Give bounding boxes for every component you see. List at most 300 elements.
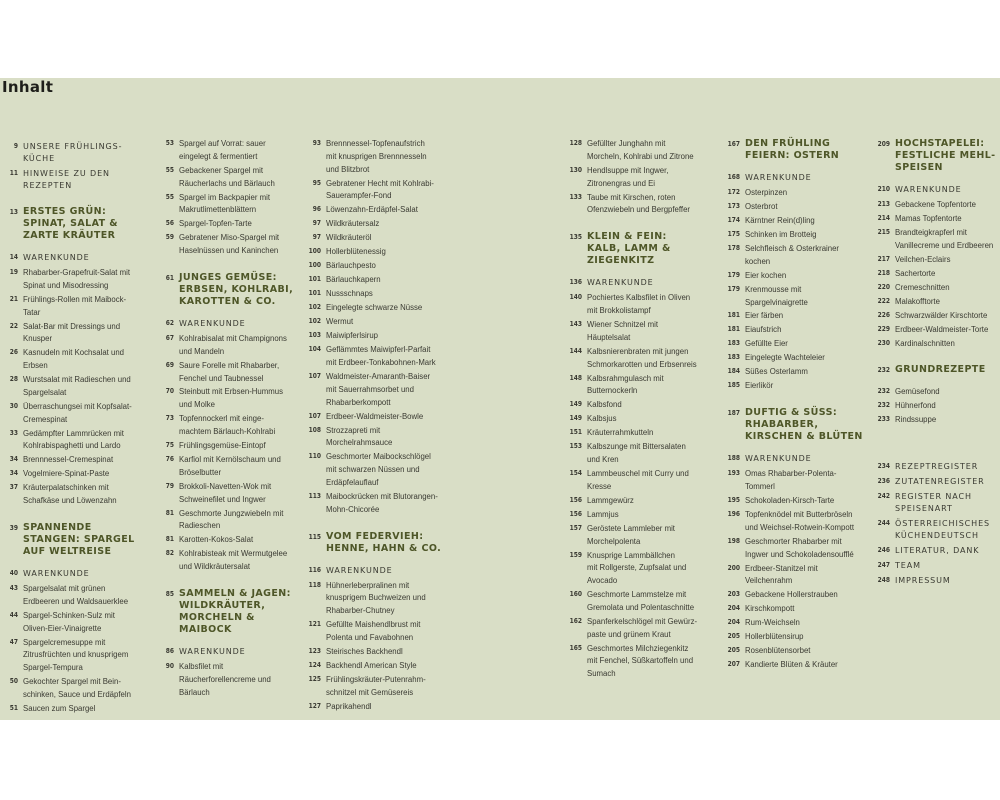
- page-number: 205: [727, 646, 740, 655]
- page-number: 115: [308, 532, 321, 541]
- entry-title: Rosenblütensorbet: [745, 646, 811, 656]
- entry-title: Strozzapreti mit Morchelrahmsauce: [326, 425, 393, 448]
- toc-recipe-entry[interactable]: [716, 659, 866, 672]
- toc-chapter-heading[interactable]: [2, 522, 142, 558]
- page-number: 44: [9, 610, 18, 619]
- entry-title: Osterbrot: [745, 201, 778, 211]
- page-number: 185: [727, 381, 740, 390]
- toc-recipe-entry[interactable]: [716, 310, 866, 323]
- page-number: 97: [312, 233, 321, 242]
- entry-title: Gebackene Hollerstrauben: [745, 590, 838, 600]
- toc-recipe-entry[interactable]: [716, 324, 866, 337]
- entry-title: GRUNDREZEPTE: [895, 364, 986, 376]
- page-number: 165: [569, 643, 582, 652]
- entry-title: Brandteigkrapferl mit Vanillecreme und Erdbeeren: [895, 227, 994, 250]
- entry-title: Hendlsuppe mit Ingwer, Zitronengras und Ei: [587, 165, 669, 188]
- toc-column-2: [154, 138, 299, 701]
- entry-title: Frühlingsgemüse-Eintopf: [179, 441, 266, 451]
- toc-recipe-entry[interactable]: [716, 536, 866, 562]
- toc-recipe-entry[interactable]: [557, 165, 712, 191]
- toc-recipe-entry[interactable]: [716, 617, 866, 630]
- toc-recipe-entry[interactable]: [716, 284, 866, 310]
- toc-recipe-entry[interactable]: [866, 227, 1000, 253]
- entry-title: Kräuterrahmkutteln: [587, 428, 654, 438]
- toc-recipe-entry[interactable]: [2, 374, 142, 400]
- page-number: 179: [727, 270, 740, 279]
- page-number: 159: [569, 550, 582, 559]
- page-number: 220: [877, 282, 890, 291]
- entry-title: Spargelcremesuppe mit Zitrusfrüchten und knusprigem Spargel-Tempura: [23, 637, 129, 673]
- page-number: 102: [308, 317, 321, 326]
- entry-title: Omas Rhabarber-Polenta- Tommerl: [745, 469, 837, 491]
- toc-spacer: [866, 428, 1000, 458]
- page-number: 217: [877, 254, 890, 263]
- toc-recipe-entry[interactable]: [716, 495, 866, 508]
- page-number: 95: [312, 178, 321, 187]
- toc-recipe-entry[interactable]: [154, 534, 299, 547]
- toc-recipe-entry[interactable]: [557, 589, 712, 615]
- toc-recipe-entry[interactable]: [716, 645, 866, 658]
- toc-recipe-entry[interactable]: [557, 292, 712, 318]
- entry-title: Eierlikör: [745, 381, 774, 391]
- toc-section-entry[interactable]: [2, 568, 142, 580]
- toc-recipe-entry[interactable]: [557, 138, 712, 164]
- toc-chapter-heading[interactable]: [154, 588, 299, 636]
- page-number: 149: [569, 414, 582, 423]
- toc-recipe-entry[interactable]: [716, 338, 866, 351]
- toc-recipe-entry[interactable]: [296, 330, 456, 343]
- toc-section-entry[interactable]: [2, 252, 142, 264]
- entry-title: Erdbeer-Waldmeister-Bowle: [326, 411, 424, 421]
- entry-title: Gebratener Hecht mit Kohlrabi- Sauerampfer-Fond: [326, 178, 434, 201]
- entry-title: Malakofftorte: [895, 296, 940, 306]
- toc-chapter-heading[interactable]: [866, 364, 1000, 376]
- page-number: 247: [877, 561, 890, 570]
- toc-recipe-entry[interactable]: [716, 603, 866, 616]
- toc-recipe-entry[interactable]: [154, 548, 299, 574]
- page-number: 67: [165, 333, 174, 342]
- toc-recipe-entry[interactable]: [716, 631, 866, 644]
- toc-recipe-entry[interactable]: [557, 319, 712, 345]
- page-number: 130: [569, 165, 582, 174]
- toc-recipe-entry[interactable]: [866, 296, 1000, 309]
- entry-title: Hühnerfond: [895, 401, 936, 411]
- toc-recipe-entry[interactable]: [866, 199, 1000, 212]
- toc-recipe-entry[interactable]: [557, 643, 712, 681]
- toc-recipe-entry[interactable]: [866, 268, 1000, 281]
- toc-recipe-entry[interactable]: [296, 701, 456, 714]
- page-number: 160: [569, 590, 582, 599]
- toc-recipe-entry[interactable]: [2, 454, 142, 467]
- toc-chapter-heading[interactable]: [716, 138, 866, 162]
- toc-recipe-entry[interactable]: [716, 509, 866, 535]
- toc-section-entry[interactable]: [866, 575, 1000, 587]
- entry-title: Eier kochen: [745, 270, 787, 280]
- page-number: 144: [569, 346, 582, 355]
- entry-title: TEAM: [895, 561, 921, 571]
- toc-recipe-entry[interactable]: [557, 550, 712, 588]
- toc-recipe-entry[interactable]: [716, 187, 866, 200]
- entry-title: Wermut: [326, 317, 354, 327]
- toc-chapter-heading[interactable]: [296, 531, 456, 555]
- toc-recipe-entry[interactable]: [557, 616, 712, 642]
- page-number: 181: [727, 311, 740, 320]
- toc-recipe-entry[interactable]: [154, 661, 299, 699]
- toc-recipe-entry[interactable]: [154, 413, 299, 439]
- toc-column-5: [716, 138, 866, 673]
- toc-recipe-entry[interactable]: [866, 400, 1000, 413]
- toc-recipe-entry[interactable]: [296, 619, 456, 645]
- toc-recipe-entry[interactable]: [296, 232, 456, 245]
- entry-title: Kasnudeln mit Kochsalat und Erbsen: [23, 348, 124, 371]
- entry-title: Cremeschnitten: [895, 282, 950, 292]
- entry-title: WARENKUNDE: [895, 185, 962, 194]
- page-number: 107: [308, 411, 321, 420]
- entry-title: Gebackener Spargel mit Räucherlachs und Bärlauch: [179, 165, 275, 188]
- toc-recipe-entry[interactable]: [2, 321, 142, 347]
- page-number: 124: [308, 660, 321, 669]
- toc-section-entry[interactable]: [716, 172, 866, 184]
- page-number: 51: [9, 703, 18, 712]
- entry-title: Kardinalschnitten: [895, 338, 955, 348]
- entry-title: Lammjus: [587, 509, 619, 519]
- toc-recipe-entry[interactable]: [296, 302, 456, 315]
- toc-recipe-entry[interactable]: [296, 138, 456, 176]
- entry-title: Gebackene Topfentorte: [895, 200, 976, 209]
- toc-recipe-entry[interactable]: [2, 610, 142, 636]
- toc-recipe-entry[interactable]: [716, 229, 866, 242]
- entry-title: Maiwipferlsirup: [326, 331, 378, 341]
- toc-column-6: [866, 138, 1000, 590]
- toc-recipe-entry[interactable]: [296, 371, 456, 409]
- entry-title: SAMMELN & JAGEN: WILDKRÄUTER, MORCHELN & MAIBOCK: [179, 587, 291, 635]
- entry-title: Süßes Osterlamm: [745, 367, 808, 377]
- toc-recipe-entry[interactable]: [154, 192, 299, 218]
- toc-recipe-entry[interactable]: [557, 192, 712, 218]
- entry-title: WARENKUNDE: [745, 173, 812, 182]
- toc-recipe-entry[interactable]: [557, 399, 712, 412]
- entry-title: Krenmousse mit Spargelvinaigrette: [745, 284, 808, 307]
- toc-recipe-entry[interactable]: [557, 495, 712, 508]
- page-number: 188: [727, 454, 740, 463]
- entry-title: Eingelegte schwarze Nüsse: [326, 303, 423, 313]
- toc-section-entry[interactable]: [866, 491, 1000, 515]
- page-number: 70: [165, 387, 174, 396]
- entry-title: ZUTATENREGISTER: [895, 477, 985, 487]
- entry-title: Kohlrabisteak mit Wermutgelee und Wildkräutersalat: [179, 549, 288, 572]
- entry-title: Gefüllter Junghahn mit Morcheln, Kohlrabi und Zitrone: [587, 139, 694, 161]
- toc-recipe-entry[interactable]: [296, 344, 456, 370]
- toc-recipe-entry[interactable]: [2, 676, 142, 702]
- entry-title: Wildkräutersalz: [326, 219, 380, 229]
- toc-recipe-entry[interactable]: [2, 703, 142, 716]
- toc-recipe-entry[interactable]: [296, 204, 456, 217]
- page-number: 187: [727, 409, 740, 418]
- toc-recipe-entry[interactable]: [557, 346, 712, 372]
- toc-recipe-entry[interactable]: [2, 468, 142, 481]
- toc-column-1: [2, 138, 142, 717]
- page-number: 43: [9, 584, 18, 593]
- entry-title: Topfennockerl mit einge- machtem Bärlauch-Kohlrabi: [179, 414, 276, 437]
- page-number: 196: [727, 509, 740, 518]
- page-number: 39: [9, 524, 18, 533]
- page-number: 103: [308, 331, 321, 340]
- entry-title: ÖSTERREICHISCHES KÜCHENDEUTSCH: [895, 519, 991, 541]
- entry-title: Hollerblütensirup: [745, 632, 804, 642]
- toc-recipe-entry[interactable]: [296, 674, 456, 700]
- toc-recipe-entry[interactable]: [2, 583, 142, 609]
- page-number: 156: [569, 509, 582, 518]
- entry-title: Kalbsrahmgulasch mit Butternockerln: [587, 373, 664, 396]
- toc-recipe-entry[interactable]: [866, 338, 1000, 351]
- toc-section-entry[interactable]: [154, 318, 299, 330]
- entry-title: Geschmorte Lammstelze mit Gremolata und Polentaschnitte: [587, 590, 695, 612]
- entry-title: Rhabarber-Grapefruit-Salat mit Spinat und Misodressing: [23, 268, 131, 290]
- toc-recipe-entry[interactable]: [296, 246, 456, 259]
- toc-chapter-heading[interactable]: [716, 407, 866, 443]
- toc-recipe-entry[interactable]: [154, 454, 299, 480]
- toc-recipe-entry[interactable]: [557, 509, 712, 522]
- toc-recipe-entry[interactable]: [557, 468, 712, 494]
- entry-title: HINWEISE ZU DEN REZEPTEN: [23, 169, 110, 190]
- entry-title: Wildkräuteröl: [326, 233, 372, 243]
- page-number: 183: [727, 339, 740, 348]
- toc-recipe-entry[interactable]: [296, 411, 456, 424]
- toc-recipe-entry[interactable]: [154, 333, 299, 359]
- entry-title: KLEIN & FEIN: KALB, LAMM & ZIEGENKITZ: [587, 231, 671, 267]
- toc-recipe-entry[interactable]: [296, 218, 456, 231]
- toc-recipe-entry[interactable]: [716, 468, 866, 494]
- toc-chapter-heading[interactable]: [2, 206, 142, 242]
- entry-title: Osterpinzen: [745, 188, 788, 197]
- entry-title: Eier färben: [745, 311, 784, 321]
- entry-title: Backhendl American Style: [326, 660, 417, 670]
- entry-title: Nussschnaps: [326, 289, 373, 299]
- page-number: 101: [308, 289, 321, 298]
- toc-recipe-entry[interactable]: [296, 646, 456, 659]
- toc-recipe-entry[interactable]: [866, 282, 1000, 295]
- entry-title: Wiener Schnitzel mit Häuptelsalat: [587, 319, 659, 342]
- toc-section-entry[interactable]: [557, 277, 712, 289]
- toc-recipe-entry[interactable]: [866, 414, 1000, 427]
- entry-title: Kärntner Rein(d)ling: [745, 215, 815, 225]
- entry-title: Eiaufstrich: [745, 325, 782, 335]
- toc-recipe-entry[interactable]: [154, 508, 299, 534]
- entry-title: Maibockrücken mit Blutorangen- Mohn-Chicorée: [326, 491, 438, 514]
- entry-title: ERSTES GRÜN: SPINAT, SALAT & ZARTE KRÄUTER: [23, 206, 118, 241]
- entry-title: WARENKUNDE: [179, 646, 246, 656]
- toc-section-entry[interactable]: [866, 461, 1000, 473]
- toc-recipe-entry[interactable]: [716, 563, 866, 589]
- entry-title: Kirschkompott: [745, 604, 795, 614]
- toc-recipe-entry[interactable]: [296, 274, 456, 287]
- page-number: 209: [877, 140, 890, 148]
- toc-recipe-entry[interactable]: [296, 260, 456, 273]
- page-number: 123: [308, 646, 321, 655]
- page-number: 102: [308, 303, 321, 312]
- toc-recipe-entry[interactable]: [716, 243, 866, 269]
- toc-recipe-entry[interactable]: [557, 413, 712, 426]
- entry-title: Kandierte Blüten & Kräuter: [745, 660, 838, 670]
- entry-title: Kalbsfilet mit Räucherforellencreme und Bärlauch: [179, 661, 271, 697]
- toc-recipe-entry[interactable]: [154, 165, 299, 191]
- page-number: 110: [308, 452, 321, 461]
- toc-recipe-entry[interactable]: [2, 401, 142, 427]
- page-number: 133: [569, 192, 582, 201]
- page-number: 47: [9, 637, 18, 646]
- toc-recipe-entry[interactable]: [716, 201, 866, 214]
- entry-title: Wurstsalat mit Radieschen und Spargelsalat: [23, 375, 131, 397]
- page-number: 100: [308, 247, 321, 256]
- page-title: Inhalt: [2, 78, 54, 96]
- page-number: 75: [165, 441, 174, 450]
- toc-section-entry[interactable]: [2, 141, 142, 165]
- toc-recipe-entry[interactable]: [2, 347, 142, 373]
- toc-recipe-entry[interactable]: [296, 288, 456, 301]
- entry-title: DUFTIG & SÜSS: RHABARBER, KIRSCHEN & BLÜTEN: [745, 407, 863, 443]
- entry-title: Steinbutt mit Erbsen-Hummus und Molke: [179, 387, 283, 410]
- toc-recipe-entry[interactable]: [557, 441, 712, 467]
- toc-recipe-entry[interactable]: [866, 310, 1000, 323]
- page-number: 213: [877, 200, 890, 208]
- page-number: 101: [308, 275, 321, 284]
- toc-recipe-entry[interactable]: [716, 215, 866, 228]
- toc-recipe-entry[interactable]: [296, 660, 456, 673]
- toc-recipe-entry[interactable]: [866, 213, 1000, 226]
- toc-recipe-entry[interactable]: [716, 589, 866, 602]
- toc-section-entry[interactable]: [866, 518, 1000, 542]
- page-number: 116: [308, 565, 321, 574]
- toc-recipe-entry[interactable]: [716, 366, 866, 379]
- toc-section-entry[interactable]: [866, 545, 1000, 557]
- page-number: 151: [569, 428, 582, 437]
- page-number: 226: [877, 310, 890, 319]
- entry-title: Spargel auf Vorrat: sauer eingelegt & fermentiert: [179, 139, 266, 161]
- entry-title: Löwenzahn-Erdäpfel-Salat: [326, 205, 418, 215]
- toc-recipe-entry[interactable]: [716, 380, 866, 393]
- toc-section-entry[interactable]: [2, 168, 142, 192]
- toc-recipe-entry[interactable]: [154, 360, 299, 386]
- toc-recipe-entry[interactable]: [154, 218, 299, 231]
- toc-recipe-entry[interactable]: [296, 451, 456, 489]
- page-number: 55: [165, 192, 174, 201]
- toc-recipe-entry[interactable]: [2, 428, 142, 454]
- entry-title: Kalbsjus: [587, 414, 617, 424]
- entry-title: Mamas Topfentorte: [895, 213, 962, 223]
- page-number: 127: [308, 701, 321, 710]
- page-number: 156: [569, 495, 582, 504]
- toc-section-entry[interactable]: [866, 476, 1000, 488]
- toc-recipe-entry[interactable]: [296, 316, 456, 329]
- page-number: 59: [165, 233, 174, 242]
- page-number: 234: [877, 462, 890, 471]
- page-number: 149: [569, 400, 582, 409]
- toc-recipe-entry[interactable]: [2, 294, 142, 320]
- toc-section-entry[interactable]: [716, 453, 866, 465]
- page-number: 73: [165, 414, 174, 423]
- toc-recipe-entry[interactable]: [2, 482, 142, 508]
- toc-recipe-entry[interactable]: [154, 440, 299, 453]
- page-number: 93: [312, 139, 321, 147]
- page-number: 118: [308, 580, 321, 589]
- toc-recipe-entry[interactable]: [866, 386, 1000, 399]
- toc-recipe-entry[interactable]: [296, 425, 456, 451]
- page-number: 222: [877, 296, 890, 305]
- page-number: 198: [727, 536, 740, 545]
- page-number: 34: [9, 469, 18, 478]
- page-number: 108: [308, 425, 321, 434]
- toc-recipe-entry[interactable]: [154, 481, 299, 507]
- page-number: 205: [727, 632, 740, 641]
- toc-recipe-entry[interactable]: [557, 373, 712, 399]
- entry-title: HOCHSTAPELEI: FESTLICHE MEHL- SPEISEN: [895, 138, 996, 173]
- page-number: 79: [165, 481, 174, 490]
- entry-title: Hühnerleberpralinen mit knusprigem Buchweizen und Rhabarber-Chutney: [326, 580, 426, 616]
- toc-recipe-entry[interactable]: [2, 637, 142, 675]
- toc-chapter-heading[interactable]: [866, 138, 1000, 174]
- toc-chapter-heading[interactable]: [154, 272, 299, 308]
- entry-title: Schwarzwälder Kirschtorte: [895, 310, 988, 320]
- entry-title: Brokkoli-Navetten-Wok mit Schweinefilet und Ingwer: [179, 481, 272, 504]
- toc-section-entry[interactable]: [866, 184, 1000, 196]
- toc-recipe-entry[interactable]: [716, 270, 866, 283]
- toc-section-entry[interactable]: [154, 646, 299, 658]
- entry-title: Gebratener Miso-Spargel mit Haselnüssen und Kaninchen: [179, 233, 280, 256]
- entry-title: Topfenknödel mit Butterbröseln und Weichsel-Rotwein-Kompott: [745, 509, 855, 532]
- page-number: 210: [877, 185, 890, 193]
- entry-title: Brennnessel-Cremespinat: [23, 455, 114, 465]
- page-number: 173: [727, 201, 740, 210]
- page-number: 21: [9, 294, 18, 303]
- toc-chapter-heading[interactable]: [557, 231, 712, 267]
- entry-title: Bärlauchpesto: [326, 261, 376, 271]
- toc-recipe-entry[interactable]: [154, 386, 299, 412]
- toc-recipe-entry[interactable]: [716, 352, 866, 365]
- toc-recipe-entry[interactable]: [557, 427, 712, 440]
- page-number: 175: [727, 229, 740, 238]
- toc-recipe-entry[interactable]: [154, 138, 299, 164]
- entry-title: Steirisches Backhendl: [326, 646, 403, 656]
- page-number: 232: [877, 401, 890, 410]
- entry-title: Spanferkelschlögel mit Gewürz- paste und grünem Kraut: [587, 616, 698, 639]
- toc-recipe-entry[interactable]: [296, 178, 456, 204]
- toc-recipe-entry[interactable]: [557, 523, 712, 549]
- entry-title: LITERATUR, DANK: [895, 546, 980, 556]
- page-number: 162: [569, 616, 582, 625]
- toc-section-entry[interactable]: [296, 565, 456, 577]
- entry-title: Schinken im Brotteig: [745, 229, 817, 239]
- entry-title: WARENKUNDE: [587, 278, 654, 288]
- entry-title: Geschmorter Rhabarber mit Ingwer und Schokoladensoufflé: [745, 536, 854, 559]
- entry-title: WARENKUNDE: [23, 569, 90, 579]
- toc-recipe-entry[interactable]: [866, 324, 1000, 337]
- toc-recipe-entry[interactable]: [154, 232, 299, 258]
- toc-recipe-entry[interactable]: [296, 491, 456, 517]
- entry-title: UNSERE FRÜHLINGS- KÜCHE: [23, 142, 123, 163]
- page-number: 55: [165, 165, 174, 174]
- toc-section-entry[interactable]: [866, 560, 1000, 572]
- entry-title: Hollerblütenessig: [326, 247, 386, 257]
- toc-recipe-entry[interactable]: [296, 580, 456, 618]
- toc-recipe-entry[interactable]: [866, 254, 1000, 267]
- page-number: 14: [9, 253, 18, 261]
- entry-title: Kohlrabisalat mit Champignons und Mandeln: [179, 333, 287, 356]
- page-number: 100: [308, 261, 321, 270]
- page-number: 195: [727, 495, 740, 504]
- entry-title: Gefüllte Eier: [745, 339, 788, 349]
- page-number: 22: [9, 321, 18, 330]
- toc-recipe-entry[interactable]: [2, 267, 142, 293]
